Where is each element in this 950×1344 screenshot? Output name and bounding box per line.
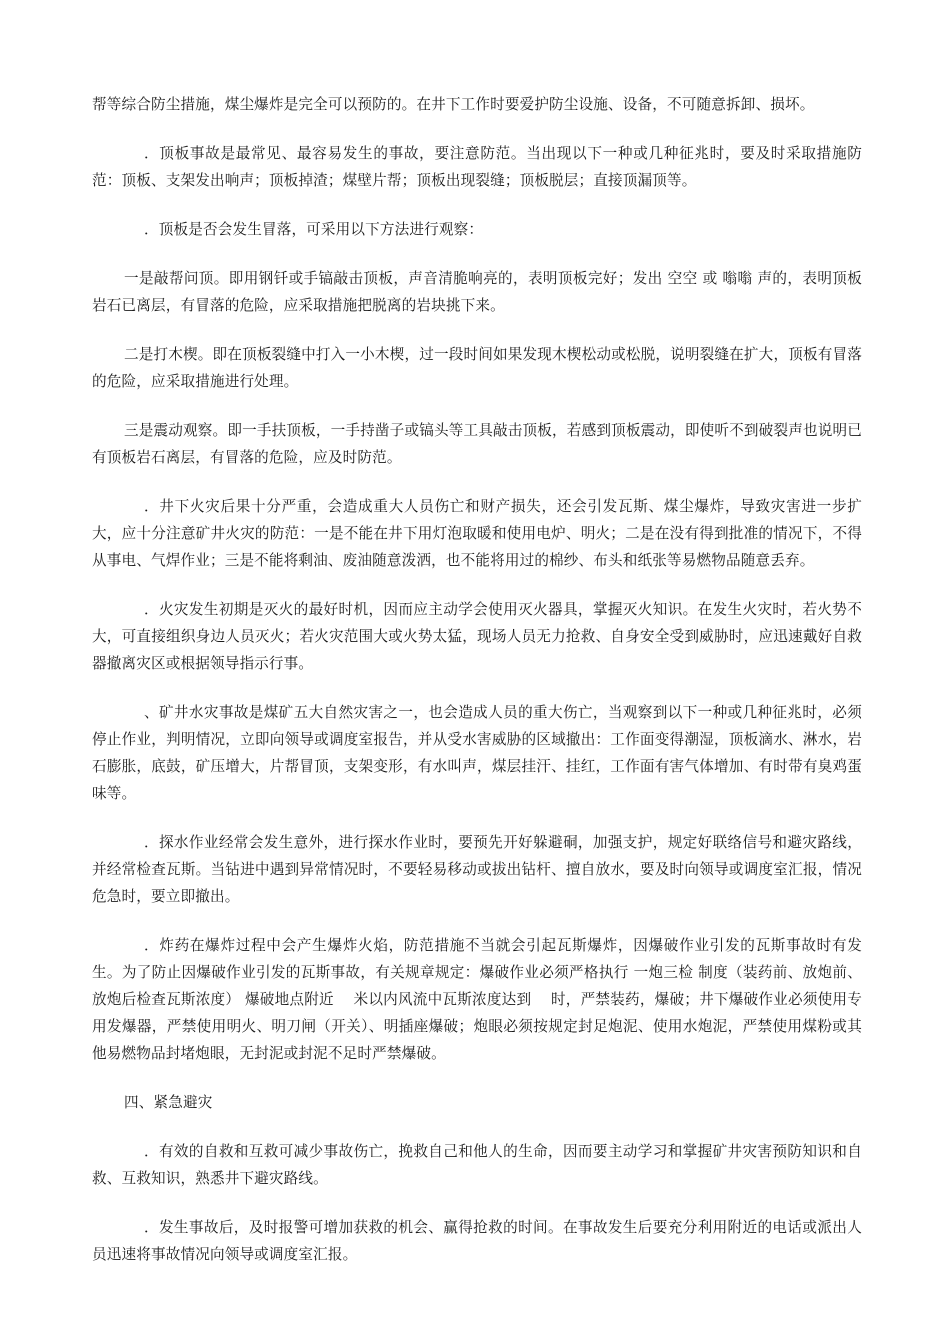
paragraph-self-rescue: ．有效的自救和互救可减少事故伤亡，挽救自己和他人的生命，因而要主动学习和掌握矿井灾害预防知识和自救、互救知识，熟悉井下避灾路线。 [92, 1143, 862, 1187]
paragraph-method-knock: 一是敲帮问顶。即用钢钎或手镐敲击顶板，声音清脆响亮的，表明顶板完好；发出 空空 或 嗡嗡 声的，表明顶板岩石已离层，有冒落的危险，应采取措施把脱离的岩块挑下来。 [92, 270, 862, 314]
paragraph-water-hazard: 、矿井水灾事故是煤矿五大自然灾害之一，也会造成人员的重大伤亡，当观察到以下一种或几种征兆时，必须停止作业，判明情况，立即向领导或调度室报告，并从受水害威胁的区域撤出：工作面变得潮湿，顶板滴水、淋水，岩石膨胀，底鼓，矿压增大，片帮冒顶，支架变形，有水叫声，煤层挂汗、挂红，工作面有害气体增加、有时带有臭鸡蛋味等。 [92, 704, 862, 802]
paragraph-roof-accident: ．顶板事故是最常见、最容易发生的事故，要注意防范。当出现以下一种或几种征兆时，要及时采取措施防范：顶板、支架发出响声；顶板掉渣；煤壁片帮；顶板出现裂缝；顶板脱层；直接顶漏顶等。 [92, 145, 862, 189]
paragraph-water-exploration: ．探水作业经常会发生意外，进行探水作业时，要预先开好躲避硐，加强支护，规定好联络信号和避灾路线，并经常检查瓦斯。当钻进中遇到异常情况时，不要轻易移动或拔出钻杆、擅自放水，要及时向领导或调度室汇报，情况危急时，要立即撤出。 [92, 834, 862, 905]
section-heading-emergency: 四、紧急避灾 [124, 1094, 213, 1111]
paragraph-method-vibration: 三是震动观察。即一手扶顶板，一手持凿子或镐头等工具敲击顶板，若感到顶板震动，即使听不到破裂声也说明已有顶板岩石离层，有冒落的危险，应及时防范。 [92, 422, 862, 466]
paragraph-alarm: ．发生事故后，及时报警可增加获救的机会、赢得抢救的时间。在事故发生后要充分利用附近的电话或派出人员迅速将事故情况向领导或调度室汇报。 [92, 1219, 862, 1263]
paragraph-dust-prevention: 帮等综合防尘措施，煤尘爆炸是完全可以预防的。在井下工作时要爱护防尘设施、设备，不可随意拆卸、损坏。 [92, 96, 815, 113]
paragraph-blasting: ．炸药在爆炸过程中会产生爆炸火焰，防范措施不当就会引起瓦斯爆炸，因爆破作业引发的瓦斯事故时有发生。为了防止因爆破作业引发的瓦斯事故，有关规章规定：爆破作业必须严格执行 一炮三检 制度（装药前、放炮前、放炮后检查瓦斯浓度） 爆破地点附近 米以内风流中瓦斯浓度达到 时，严禁装药，爆破；井下爆破作业必须使用专用发爆器，严禁使用明火、明刀闸（开关）、明插座爆破；炮眼必须按规定封足炮泥、使用水炮泥，严禁使用煤粉或其他易燃物品封堵炮眼，无封泥或封泥不足时严禁爆破。 [92, 937, 862, 1062]
paragraph-roof-observation: ．顶板是否会发生冒落，可采用以下方法进行观察： [144, 221, 484, 238]
paragraph-method-wedge: 二是打木楔。即在顶板裂缝中打入一小木楔，过一段时间如果发现木楔松动或松脱，说明裂缝在扩大，顶板有冒落的危险，应采取措施进行处理。 [92, 346, 862, 390]
paragraph-fire-prevention: ．井下火灾后果十分严重，会造成重大人员伤亡和财产损失，还会引发瓦斯、煤尘爆炸，导致灾害进一步扩大，应十分注意矿井火灾的防范：一是不能在井下用灯泡取暖和使用电炉、明火；二是在没有得到批准的情况下，不得从事电、气焊作业；三是不能将剩油、废油随意泼洒，也不能将用过的棉纱、布头和纸张等易燃物品随意丢弃。 [92, 498, 862, 569]
document-body [92, 91, 862, 1290]
paragraph-fire-fighting: ．火灾发生初期是灭火的最好时机，因而应主动学会使用灭火器具，掌握灭火知识。在发生火灾时，若火势不大，可直接组织身边人员灭火；若火灾范围大或火势太猛，现场人员无力抢救、自身安全受到威胁时，应迅速戴好自救器撤离灾区或根据领导指示行事。 [92, 601, 862, 672]
